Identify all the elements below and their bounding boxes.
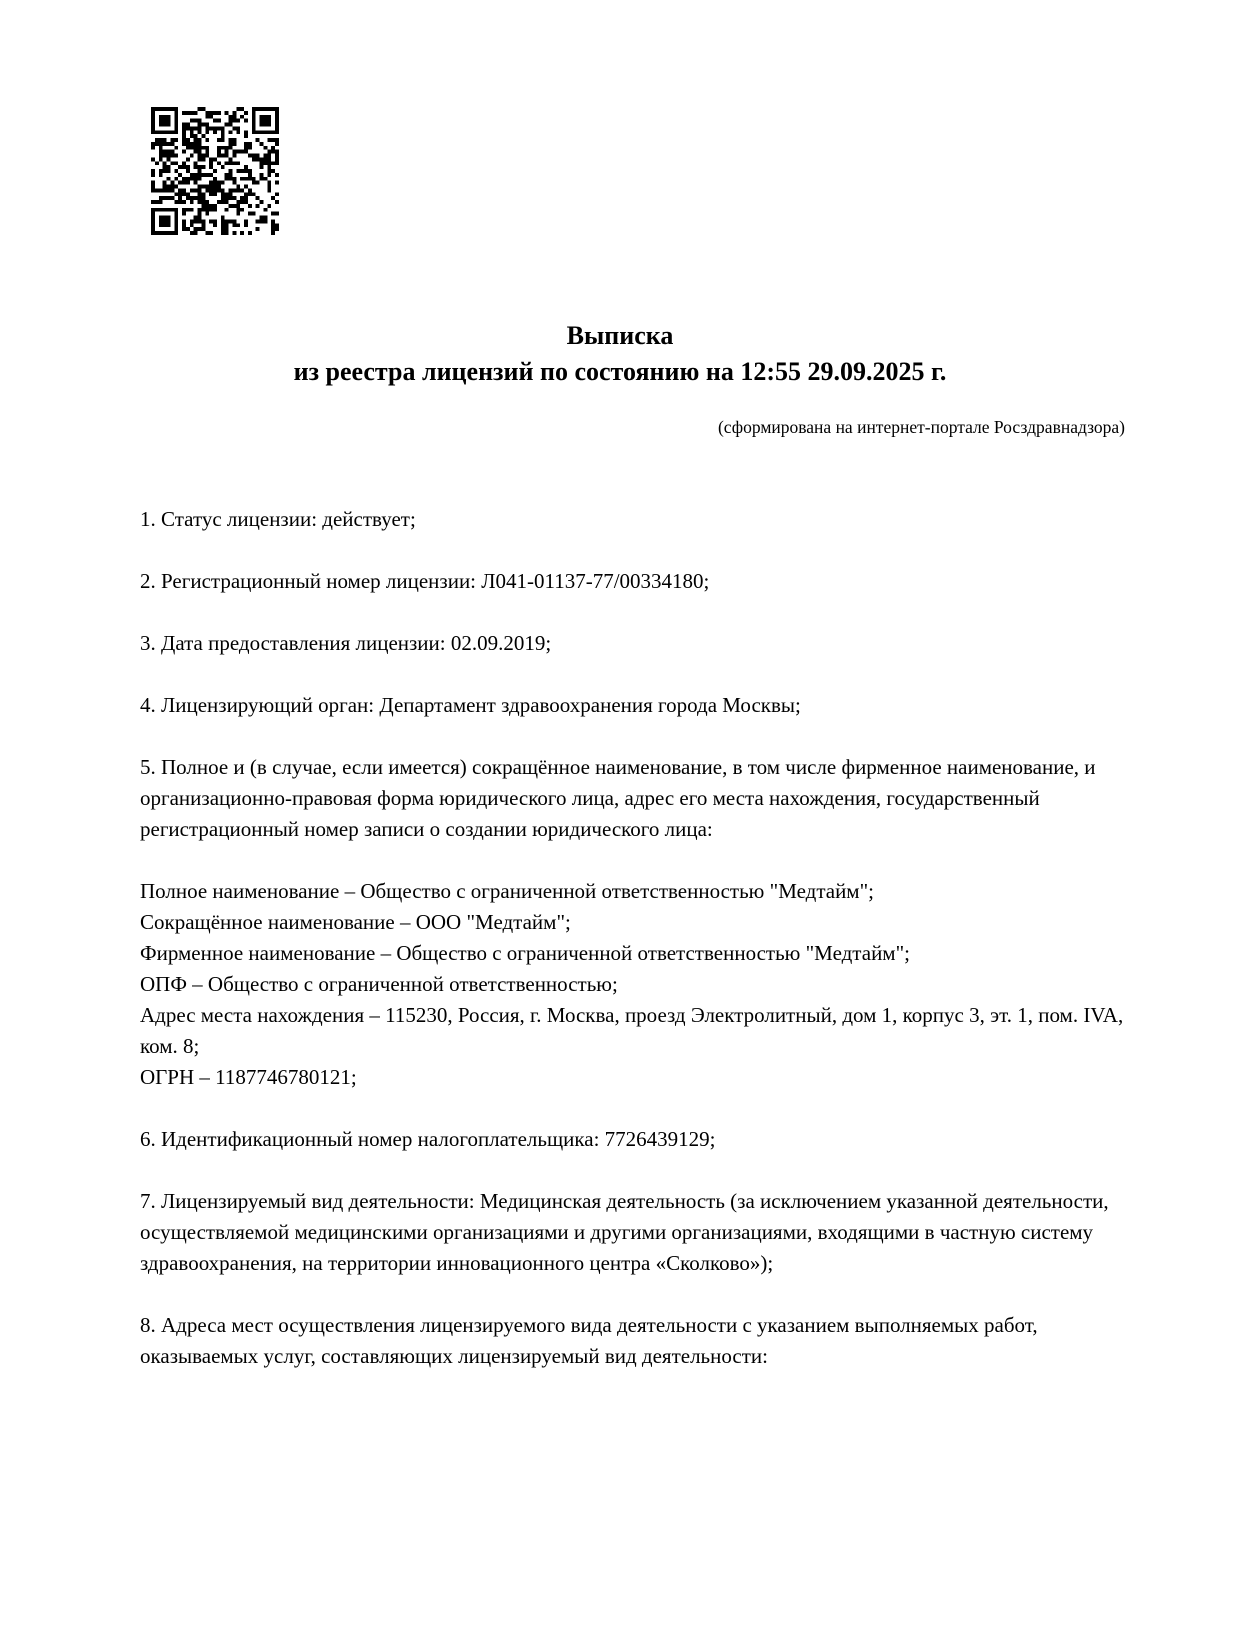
org-ogrn: ОГРН – 1187746780121; [140,1065,357,1089]
licensing-authority: 4. Лицензирующий орган: Департамент здравоохранения города Москвы; [140,693,801,717]
document-title-line1: Выписка [566,321,674,350]
qr-code-svg [151,107,279,235]
org-short-name: Сокращённое наименование – ООО "Медтайм"; [140,910,571,934]
org-details-block [140,876,1125,1093]
org-legal-form: ОПФ – Общество с ограниченной ответственностью; [140,972,618,996]
org-brand-name: Фирменное наименование – Общество с ограниченной ответственностью "Медтайм"; [140,941,910,965]
qr-code-icon [151,107,279,235]
document-subtitle: (сформирована на интернет-портале Росздравнадзора) [717,417,1125,437]
document-body [0,504,1240,1372]
license-status: 1. Статус лицензии: действует; [140,507,416,531]
document-title-line2: из реестра лицензий по состоянию на 12:55 29.09.2025 г. [293,357,947,386]
activity-addresses-heading: 8. Адреса мест осуществления лицензируемого вида деятельности с указанием выполняемых работ, оказываемых услуг, составляющих лицензируемый вид деятельности: [140,1313,1038,1368]
taxpayer-id: 6. Идентификационный номер налогоплательщика: 7726439129; [140,1127,716,1151]
org-full-name: Полное наименование – Общество с ограниченной ответственностью "Медтайм"; [140,879,875,903]
org-address: Адрес места нахождения – 115230, Россия, г. Москва, проезд Электролитный, дом 1, корпус 3, эт. 1, пом. IVA, ком. 8; [140,1003,1124,1058]
licensed-activity: 7. Лицензируемый вид деятельности: Медицинская деятельность (за исключением указанной деятельности, осуществляемой медицинскими организациями и другими организациями, входящими в частную систему здравоохранения, на территории инновационного центра «Сколково»); [140,1189,1109,1275]
org-info-heading: 5. Полное и (в случае, если имеется) сокращённое наименование, в том числе фирменное наименование, и организационно-правовая форма юридического лица, адрес его места нахождения, государственный регистрационный номер записи о создании юридического лица: [140,755,1096,841]
license-grant-date: 3. Дата предоставления лицензии: 02.09.2019; [140,631,552,655]
license-registration-number: 2. Регистрационный номер лицензии: Л041-01137-77/00334180; [140,569,710,593]
